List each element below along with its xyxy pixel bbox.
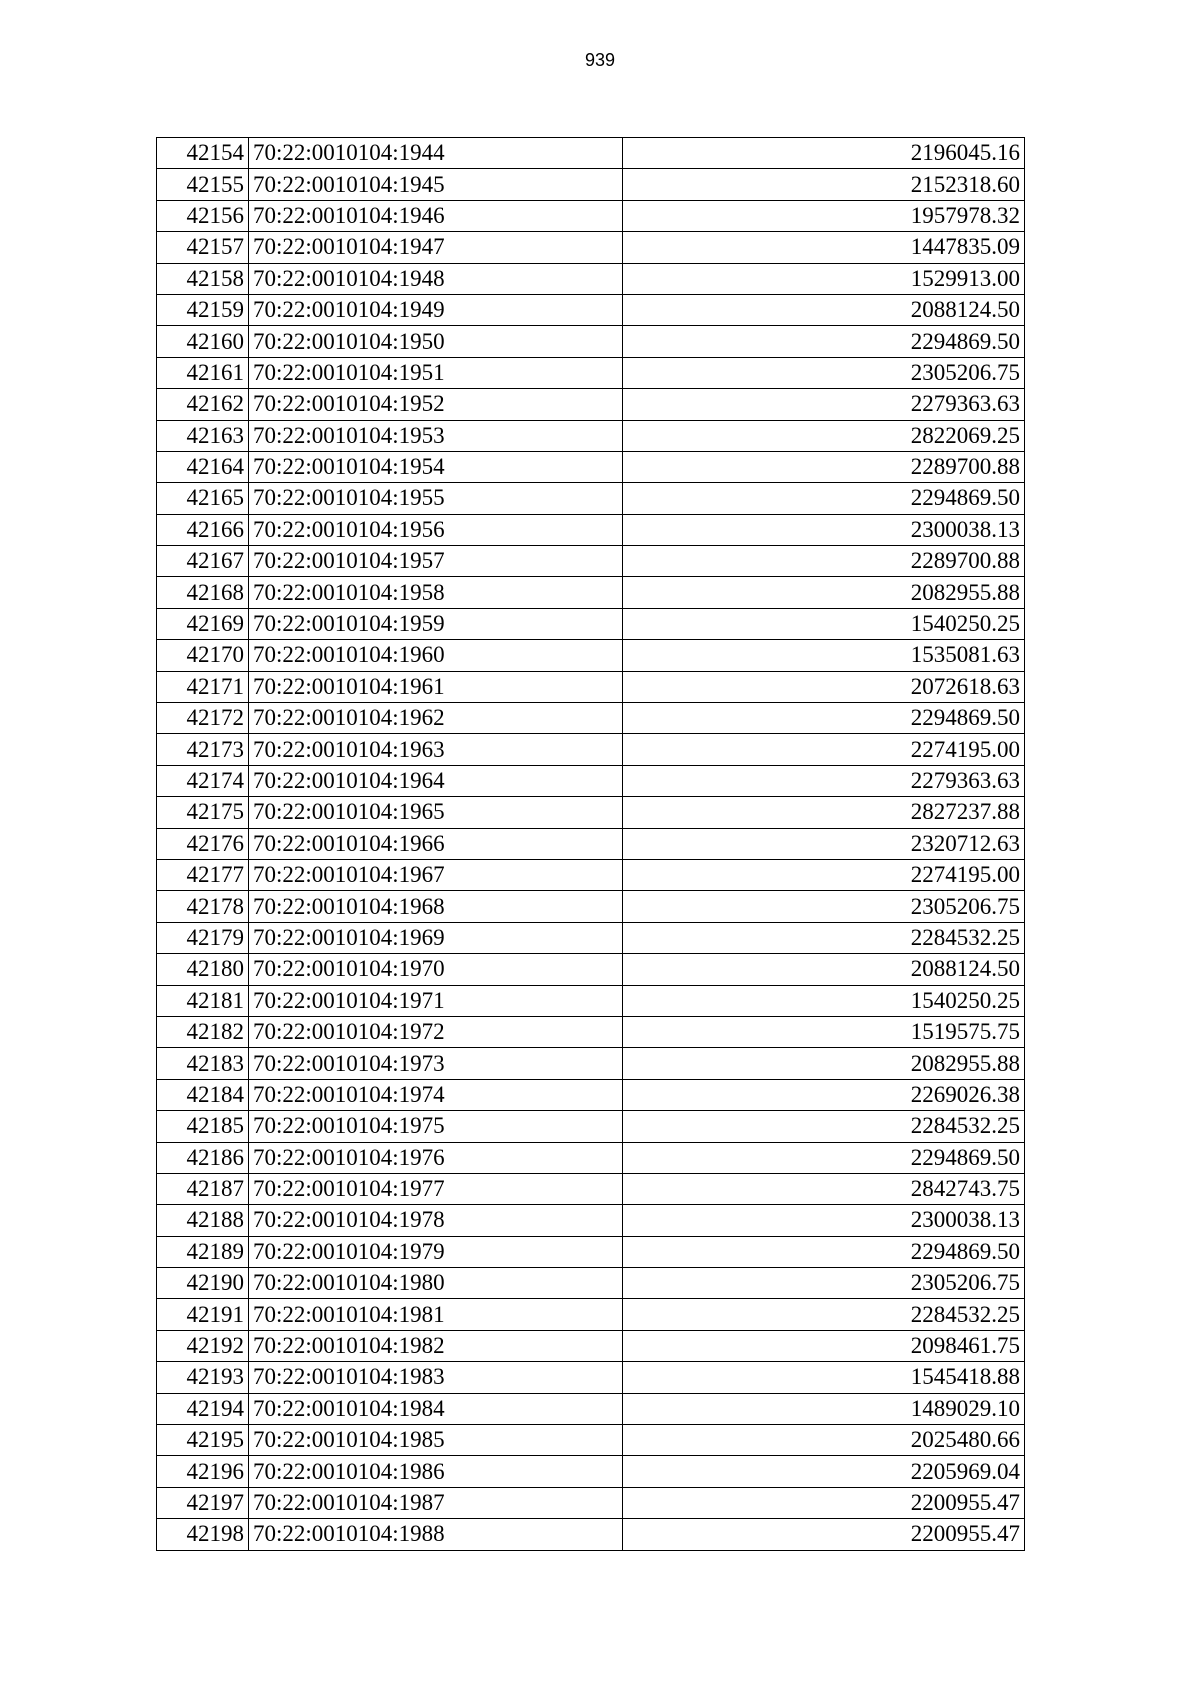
cadastral-number-cell: 70:22:0010104:1988 [249, 1519, 623, 1550]
cadastral-number-cell: 70:22:0010104:1956 [249, 514, 623, 545]
table-row [157, 483, 1025, 514]
value-cell: 2294869.50 [623, 1142, 1025, 1173]
value-cell: 2274195.00 [623, 734, 1025, 765]
row-number-cell: 42165 [157, 483, 249, 514]
cadastral-number-cell: 70:22:0010104:1946 [249, 200, 623, 231]
cadastral-number-cell: 70:22:0010104:1962 [249, 703, 623, 734]
table-row [157, 671, 1025, 702]
value-cell: 2294869.50 [623, 1236, 1025, 1267]
table-row [157, 1236, 1025, 1267]
cadastral-number-cell: 70:22:0010104:1947 [249, 232, 623, 263]
row-number-cell: 42176 [157, 828, 249, 859]
value-cell: 2822069.25 [623, 420, 1025, 451]
cadastral-number-cell: 70:22:0010104:1945 [249, 169, 623, 200]
value-cell: 1545418.88 [623, 1362, 1025, 1393]
table-row [157, 420, 1025, 451]
row-number-cell: 42182 [157, 1016, 249, 1047]
row-number-cell: 42187 [157, 1173, 249, 1204]
table-row [157, 954, 1025, 985]
value-cell: 2088124.50 [623, 294, 1025, 325]
cadastral-number-cell: 70:22:0010104:1974 [249, 1079, 623, 1110]
value-cell: 2305206.75 [623, 357, 1025, 388]
table-row [157, 1048, 1025, 1079]
value-cell: 2025480.66 [623, 1425, 1025, 1456]
cadastral-number-cell: 70:22:0010104:1969 [249, 922, 623, 953]
row-number-cell: 42174 [157, 765, 249, 796]
cadastral-number-cell: 70:22:0010104:1981 [249, 1299, 623, 1330]
table-row [157, 1425, 1025, 1456]
row-number-cell: 42171 [157, 671, 249, 702]
cadastral-number-cell: 70:22:0010104:1977 [249, 1173, 623, 1204]
value-cell: 2284532.25 [623, 1111, 1025, 1142]
row-number-cell: 42159 [157, 294, 249, 325]
cadastral-value-table [156, 137, 1025, 1551]
row-number-cell: 42166 [157, 514, 249, 545]
table-row [157, 1456, 1025, 1487]
value-cell: 2294869.50 [623, 483, 1025, 514]
cadastral-number-cell: 70:22:0010104:1968 [249, 891, 623, 922]
row-number-cell: 42167 [157, 546, 249, 577]
table-row [157, 1299, 1025, 1330]
table-row [157, 294, 1025, 325]
cadastral-number-cell: 70:22:0010104:1972 [249, 1016, 623, 1047]
table-row [157, 169, 1025, 200]
row-number-cell: 42194 [157, 1393, 249, 1424]
value-cell: 2279363.63 [623, 389, 1025, 420]
row-number-cell: 42195 [157, 1425, 249, 1456]
table-row [157, 1487, 1025, 1518]
cadastral-number-cell: 70:22:0010104:1954 [249, 451, 623, 482]
table-body [157, 138, 1025, 1551]
value-cell: 2088124.50 [623, 954, 1025, 985]
row-number-cell: 42157 [157, 232, 249, 263]
value-cell: 2300038.13 [623, 1205, 1025, 1236]
table-row [157, 451, 1025, 482]
table-row [157, 357, 1025, 388]
row-number-cell: 42185 [157, 1111, 249, 1142]
value-cell: 2305206.75 [623, 1268, 1025, 1299]
value-cell: 2274195.00 [623, 859, 1025, 890]
cadastral-number-cell: 70:22:0010104:1987 [249, 1487, 623, 1518]
row-number-cell: 42169 [157, 608, 249, 639]
value-cell: 2305206.75 [623, 891, 1025, 922]
table-row [157, 389, 1025, 420]
value-cell: 1535081.63 [623, 640, 1025, 671]
table-row [157, 200, 1025, 231]
value-cell: 2294869.50 [623, 703, 1025, 734]
row-number-cell: 42197 [157, 1487, 249, 1518]
cadastral-number-cell: 70:22:0010104:1982 [249, 1330, 623, 1361]
value-cell: 2082955.88 [623, 577, 1025, 608]
row-number-cell: 42184 [157, 1079, 249, 1110]
row-number-cell: 42179 [157, 922, 249, 953]
cadastral-number-cell: 70:22:0010104:1950 [249, 326, 623, 357]
table-row [157, 1393, 1025, 1424]
cadastral-number-cell: 70:22:0010104:1963 [249, 734, 623, 765]
value-cell: 2200955.47 [623, 1487, 1025, 1518]
row-number-cell: 42190 [157, 1268, 249, 1299]
table-row [157, 1519, 1025, 1550]
row-number-cell: 42160 [157, 326, 249, 357]
table-row [157, 1111, 1025, 1142]
row-number-cell: 42164 [157, 451, 249, 482]
value-cell: 1489029.10 [623, 1393, 1025, 1424]
cadastral-number-cell: 70:22:0010104:1984 [249, 1393, 623, 1424]
value-cell: 2300038.13 [623, 514, 1025, 545]
value-cell: 2827237.88 [623, 797, 1025, 828]
value-cell: 1957978.32 [623, 200, 1025, 231]
value-cell: 1540250.25 [623, 608, 1025, 639]
value-cell: 2196045.16 [623, 138, 1025, 169]
table-row [157, 1330, 1025, 1361]
table-row [157, 232, 1025, 263]
cadastral-number-cell: 70:22:0010104:1975 [249, 1111, 623, 1142]
value-cell: 2284532.25 [623, 922, 1025, 953]
table-row [157, 922, 1025, 953]
row-number-cell: 42189 [157, 1236, 249, 1267]
cadastral-number-cell: 70:22:0010104:1980 [249, 1268, 623, 1299]
table-row [157, 546, 1025, 577]
row-number-cell: 42173 [157, 734, 249, 765]
row-number-cell: 42198 [157, 1519, 249, 1550]
cadastral-number-cell: 70:22:0010104:1971 [249, 985, 623, 1016]
value-cell: 2152318.60 [623, 169, 1025, 200]
cadastral-number-cell: 70:22:0010104:1960 [249, 640, 623, 671]
cadastral-number-cell: 70:22:0010104:1967 [249, 859, 623, 890]
value-cell: 2289700.88 [623, 451, 1025, 482]
table-row [157, 859, 1025, 890]
cadastral-number-cell: 70:22:0010104:1944 [249, 138, 623, 169]
row-number-cell: 42168 [157, 577, 249, 608]
value-cell: 2072618.63 [623, 671, 1025, 702]
table-row [157, 1016, 1025, 1047]
row-number-cell: 42177 [157, 859, 249, 890]
cadastral-number-cell: 70:22:0010104:1965 [249, 797, 623, 828]
value-cell: 2279363.63 [623, 765, 1025, 796]
row-number-cell: 42158 [157, 263, 249, 294]
page-number: 939 [584, 50, 616, 70]
value-cell: 1519575.75 [623, 1016, 1025, 1047]
cadastral-number-cell: 70:22:0010104:1983 [249, 1362, 623, 1393]
value-cell: 2200955.47 [623, 1519, 1025, 1550]
cadastral-number-cell: 70:22:0010104:1952 [249, 389, 623, 420]
table-row [157, 1362, 1025, 1393]
cadastral-number-cell: 70:22:0010104:1955 [249, 483, 623, 514]
table-row [157, 703, 1025, 734]
value-cell: 1540250.25 [623, 985, 1025, 1016]
cadastral-number-cell: 70:22:0010104:1978 [249, 1205, 623, 1236]
table-row [157, 797, 1025, 828]
row-number-cell: 42154 [157, 138, 249, 169]
table-row [157, 828, 1025, 859]
value-cell: 2320712.63 [623, 828, 1025, 859]
cadastral-number-cell: 70:22:0010104:1966 [249, 828, 623, 859]
cadastral-number-cell: 70:22:0010104:1951 [249, 357, 623, 388]
row-number-cell: 42162 [157, 389, 249, 420]
table-row [157, 1205, 1025, 1236]
cadastral-number-cell: 70:22:0010104:1961 [249, 671, 623, 702]
row-number-cell: 42183 [157, 1048, 249, 1079]
cadastral-number-cell: 70:22:0010104:1970 [249, 954, 623, 985]
value-cell: 1529913.00 [623, 263, 1025, 294]
row-number-cell: 42188 [157, 1205, 249, 1236]
row-number-cell: 42161 [157, 357, 249, 388]
row-number-cell: 42163 [157, 420, 249, 451]
cadastral-number-cell: 70:22:0010104:1985 [249, 1425, 623, 1456]
row-number-cell: 42172 [157, 703, 249, 734]
row-number-cell: 42193 [157, 1362, 249, 1393]
table-row [157, 138, 1025, 169]
cadastral-number-cell: 70:22:0010104:1964 [249, 765, 623, 796]
row-number-cell: 42156 [157, 200, 249, 231]
table-row [157, 1142, 1025, 1173]
value-cell: 2284532.25 [623, 1299, 1025, 1330]
cadastral-number-cell: 70:22:0010104:1986 [249, 1456, 623, 1487]
value-cell: 2205969.04 [623, 1456, 1025, 1487]
cadastral-number-cell: 70:22:0010104:1957 [249, 546, 623, 577]
cadastral-number-cell: 70:22:0010104:1959 [249, 608, 623, 639]
cadastral-number-cell: 70:22:0010104:1953 [249, 420, 623, 451]
table-row [157, 326, 1025, 357]
value-cell: 2082955.88 [623, 1048, 1025, 1079]
row-number-cell: 42186 [157, 1142, 249, 1173]
row-number-cell: 42170 [157, 640, 249, 671]
cadastral-number-cell: 70:22:0010104:1979 [249, 1236, 623, 1267]
table-row [157, 577, 1025, 608]
table-row [157, 765, 1025, 796]
table-row [157, 734, 1025, 765]
table-row [157, 1079, 1025, 1110]
table-row [157, 985, 1025, 1016]
value-cell: 1447835.09 [623, 232, 1025, 263]
cadastral-number-cell: 70:22:0010104:1948 [249, 263, 623, 294]
table-row [157, 1173, 1025, 1204]
value-cell: 2842743.75 [623, 1173, 1025, 1204]
table-row [157, 263, 1025, 294]
row-number-cell: 42191 [157, 1299, 249, 1330]
row-number-cell: 42180 [157, 954, 249, 985]
row-number-cell: 42178 [157, 891, 249, 922]
cadastral-number-cell: 70:22:0010104:1976 [249, 1142, 623, 1173]
table-row [157, 514, 1025, 545]
value-cell: 2289700.88 [623, 546, 1025, 577]
table-row [157, 1268, 1025, 1299]
table-row [157, 608, 1025, 639]
cadastral-number-cell: 70:22:0010104:1958 [249, 577, 623, 608]
value-cell: 2098461.75 [623, 1330, 1025, 1361]
row-number-cell: 42175 [157, 797, 249, 828]
value-cell: 2269026.38 [623, 1079, 1025, 1110]
row-number-cell: 42181 [157, 985, 249, 1016]
table-row [157, 891, 1025, 922]
row-number-cell: 42192 [157, 1330, 249, 1361]
value-cell: 2294869.50 [623, 326, 1025, 357]
cadastral-number-cell: 70:22:0010104:1949 [249, 294, 623, 325]
row-number-cell: 42196 [157, 1456, 249, 1487]
cadastral-number-cell: 70:22:0010104:1973 [249, 1048, 623, 1079]
table-row [157, 640, 1025, 671]
row-number-cell: 42155 [157, 169, 249, 200]
